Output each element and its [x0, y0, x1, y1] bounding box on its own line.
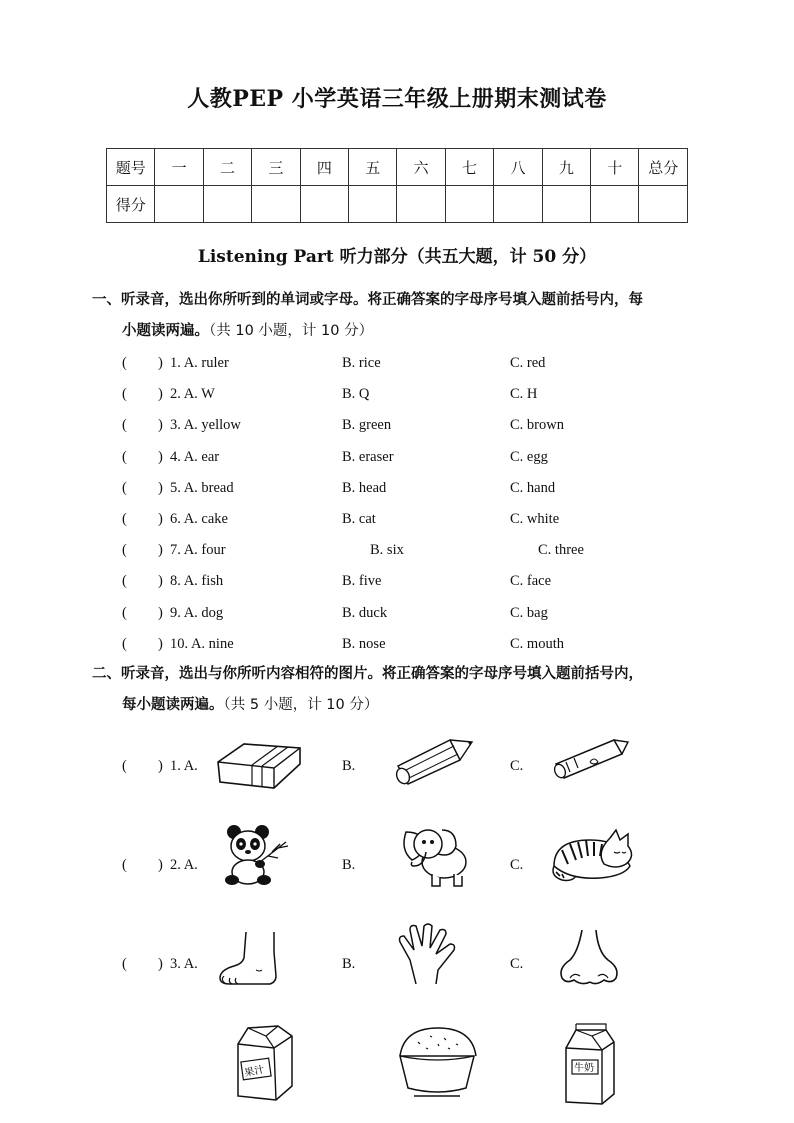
option-b-label: B. eraser [342, 449, 394, 465]
nose-icon [556, 928, 626, 988]
answer-blank[interactable]: ( ) [122, 449, 163, 465]
option-b-label: B. rice [342, 355, 381, 371]
answer-blank[interactable]: ( ) [122, 355, 163, 371]
option-b-label: B. cat [342, 511, 376, 527]
option-a-label: 2. A. W [170, 386, 215, 402]
option-a-label: 6. A. cake [170, 511, 228, 527]
rice-bowl-icon [396, 1026, 478, 1098]
option-c-label: C. bag [510, 605, 548, 621]
option-c-label: C. hand [510, 480, 556, 496]
option-b-label: B. duck [342, 605, 388, 621]
option-c-label: C. mouth [510, 636, 564, 652]
answer-blank[interactable]: ( ) [122, 573, 163, 589]
option-c-label: C. [510, 857, 524, 873]
option-a-label: 5. A. bread [170, 480, 234, 496]
option-c-label: C. egg [510, 449, 548, 465]
option-c-label: C. red [510, 355, 546, 371]
milk-label: 牛奶 [574, 1063, 594, 1074]
option-c-label: C. [510, 758, 524, 774]
score-header-cell: 四 [300, 149, 348, 186]
listening-subtitle: Listening Part 听力部分（共五大题，计 50 分） [197, 247, 597, 267]
option-a-label: 3. A. yellow [170, 417, 241, 433]
option-b-label: B. [342, 758, 356, 774]
option-c-label: C. brown [510, 417, 564, 433]
score-header-cell: 题号 [107, 149, 155, 186]
option-b-label: B. six [370, 542, 404, 558]
score-table [106, 148, 688, 223]
score-cell[interactable] [445, 186, 493, 223]
option-b-label: B. Q [342, 386, 370, 402]
score-header-cell: 六 [397, 149, 445, 186]
foot-icon [216, 930, 284, 986]
crayon-icon [550, 740, 632, 784]
option-a-label: 9. A. dog [170, 605, 224, 621]
section2-line2: 每小题读两遍。 [122, 697, 224, 713]
option-a-label: 10. A. nine [170, 636, 234, 652]
score-row-label: 得分 [107, 186, 155, 223]
score-cell[interactable] [542, 186, 590, 223]
score-cell[interactable] [494, 186, 542, 223]
score-header-cell: 总分 [639, 149, 688, 186]
score-cell[interactable] [639, 186, 688, 223]
score-cell[interactable] [349, 186, 397, 223]
score-header-cell: 三 [252, 149, 300, 186]
panda-icon [220, 822, 296, 888]
section1-line1: 一、听录音，选出你所听到的单词或字母。将正确答案的字母序号填入题前括号内，每 [92, 292, 643, 308]
score-table-score-row [107, 186, 688, 223]
question-label: 1. A. [170, 758, 198, 774]
score-cell[interactable] [155, 186, 203, 223]
milk-carton-icon [562, 1024, 618, 1106]
answer-blank[interactable]: ( ) [122, 605, 163, 621]
score-header-cell: 九 [542, 149, 590, 186]
hand-icon [396, 922, 460, 988]
score-cell[interactable] [203, 186, 251, 223]
option-c-label: C. white [510, 511, 560, 527]
elephant-icon [398, 822, 474, 888]
section2-heading [92, 659, 712, 721]
juice-label: 果汁 [243, 1064, 266, 1080]
option-c-label: C. [510, 956, 524, 972]
tiger-icon [548, 828, 636, 884]
option-b-label: B. nose [342, 636, 386, 652]
option-c-label: C. face [510, 573, 552, 589]
option-b-label: B. five [342, 573, 382, 589]
score-header-cell: 十 [591, 149, 639, 186]
juice-carton-icon [228, 1022, 298, 1102]
option-a-label: 1. A. ruler [170, 355, 229, 371]
option-a-label: 7. A. four [170, 542, 226, 558]
score-table-header-row [107, 149, 688, 186]
eraser-icon [214, 740, 304, 792]
score-cell[interactable] [252, 186, 300, 223]
option-b-label: B. [342, 857, 356, 873]
section1-line2: 小题读两遍。 [122, 323, 209, 339]
option-b-label: B. green [342, 417, 392, 433]
score-cell[interactable] [300, 186, 348, 223]
score-header-cell: 八 [494, 149, 542, 186]
score-header-cell: 二 [203, 149, 251, 186]
score-header-cell: 五 [349, 149, 397, 186]
pencil-icon [392, 740, 478, 792]
option-a-label: 8. A. fish [170, 573, 224, 589]
option-a-label: 4. A. ear [170, 449, 220, 465]
answer-blank[interactable]: ( ) [122, 511, 163, 527]
section2-note: （共 5 小题，计 10 分） [223, 697, 379, 713]
answer-blank[interactable]: ( ) [122, 386, 163, 402]
score-header-cell: 一 [155, 149, 203, 186]
answer-blank[interactable]: ( ) [122, 542, 163, 558]
option-c-label: C. three [538, 542, 584, 558]
answer-blank[interactable]: ( ) [122, 480, 163, 496]
score-cell[interactable] [591, 186, 639, 223]
option-b-label: B. head [342, 480, 387, 496]
score-cell[interactable] [397, 186, 445, 223]
score-header-cell: 七 [445, 149, 493, 186]
section2-line1: 二、听录音，选出与你所听内容相符的图片。将正确答案的字母序号填入题前括号内， [92, 666, 643, 682]
question-label: 3. A. [170, 956, 198, 972]
answer-blank[interactable]: ( ) [122, 857, 163, 873]
question-label: 2. A. [170, 857, 198, 873]
option-c-label: C. H [510, 386, 538, 402]
page-title: 人教PEP 小学英语三年级上册期末测试卷 [187, 86, 607, 112]
option-b-label: B. [342, 956, 356, 972]
answer-blank[interactable]: ( ) [122, 417, 163, 433]
answer-blank[interactable]: ( ) [122, 758, 163, 774]
section1-heading [92, 285, 712, 347]
answer-blank[interactable]: ( ) [122, 956, 163, 972]
section1-note: （共 10 小题，计 10 分） [209, 323, 374, 339]
answer-blank[interactable]: ( ) [122, 636, 163, 652]
